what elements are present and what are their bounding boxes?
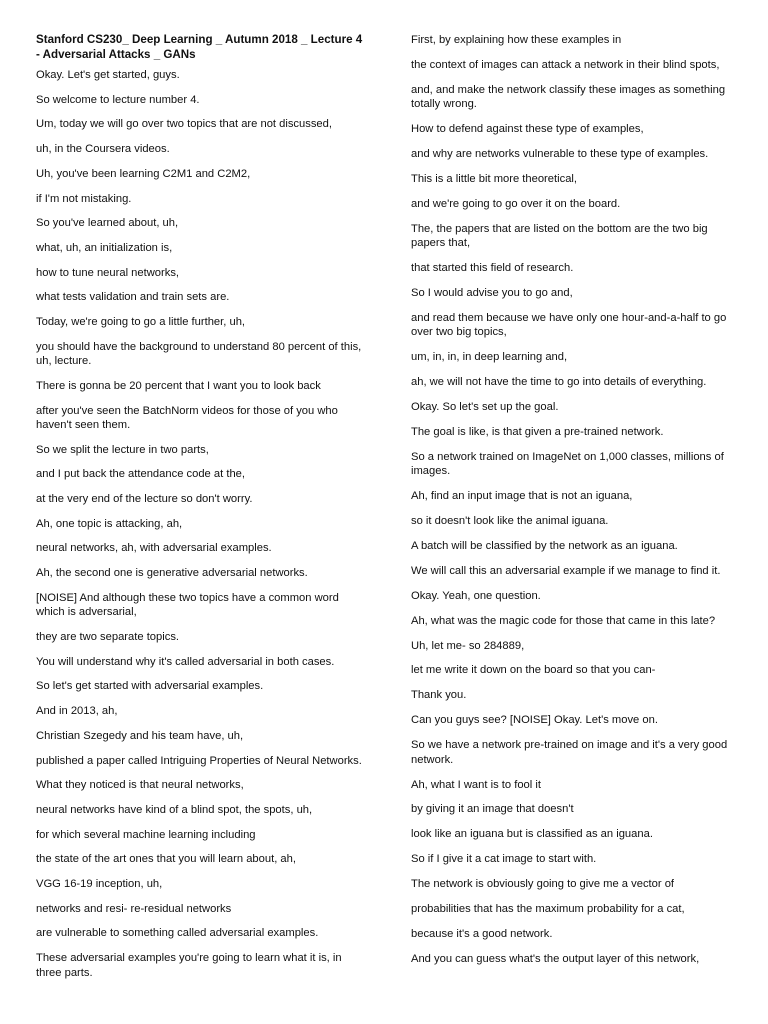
transcript-line: for which several machine learning including [36,828,256,841]
transcript-line: What they noticed is that neural networks, [36,779,244,792]
transcript-line: the state of the art ones that you will learn about, ah, [36,853,296,866]
transcript-line: what tests validation and train sets are. [36,291,230,304]
transcript-line: are vulnerable to something called adversarial examples. [36,927,319,940]
transcript-line: by giving it an image that doesn't [411,803,574,816]
transcript-line: Uh, you've been learning C2M1 and C2M2, [36,167,251,180]
transcript-line: and, and make the network classify these images as something totally wrong. [411,83,726,111]
left-column [36,33,366,990]
transcript-line: they are two separate topics. [36,630,180,643]
transcript-line: neural networks, ah, with adversarial examples. [36,542,272,555]
transcript-line: And in 2013, ah, [36,705,118,718]
transcript-line: what, uh, an initialization is, [36,241,173,254]
transcript-line: These adversarial examples you're going to learn what it is, in three parts. [36,952,342,979]
transcript-line: the context of images can attack a network in their blind spots, [411,58,720,71]
transcript-line: let me write it down on the board so that you can- [411,664,656,677]
transcript-line: and read them because we have only one hour-and-a-half to go over two big topics, [411,311,727,339]
transcript-line: So I would advise you to go and, [411,286,573,299]
transcript-line: probabilities that has the maximum probability for a cat, [411,903,685,916]
transcript-line: Uh, let me- so 284889, [411,639,525,652]
transcript-line: So a network trained on ImageNet on 1,000 classes, millions of images. [411,450,724,478]
transcript-line: that started this field of research. [411,262,574,275]
transcript-line: Today, we're going to go a little further, uh, [36,316,246,329]
transcript-line: The goal is like, is that given a pre-trained network. [411,425,664,438]
transcript-line: Can you guys see? [NOISE] Okay. Let's move on. [411,714,658,727]
document-title: Stanford CS230_ Deep Learning _ Autumn 2018 _ Lecture 4 - Adversarial Attacks _ GANs [36,33,363,61]
transcript-line: So welcome to lecture number 4. [36,93,200,106]
transcript-line: and we're going to go over it on the board. [411,197,621,210]
right-paragraph-list [411,33,741,966]
transcript-line: after you've seen the BatchNorm videos for those of you who haven't seen them. [36,404,338,431]
transcript-line: look like an iguana but is classified as an iguana. [411,828,653,841]
transcript-line: and I put back the attendance code at the, [36,468,245,481]
transcript-line: VGG 16-19 inception, uh, [36,878,163,891]
transcript-line: Okay. So let's set up the goal. [411,401,559,413]
transcript-line: you should have the background to understand 80 percent of this, uh, lecture. [36,340,362,368]
transcript-line: So we split the lecture in two parts, [36,443,209,456]
transcript-line: Ah, one topic is attacking, ah, [36,517,183,530]
transcript-line: ah, we will not have the time to go into details of everything. [411,376,707,389]
transcript-line: um, in, in, in deep learning and, [411,351,568,364]
transcript-line: So you've learned about, uh, [36,217,179,230]
transcript-line: How to defend against these type of examples, [411,123,644,136]
transcript-line: how to tune neural networks, [36,266,180,279]
transcript-line: Okay. Yeah, one question. [411,589,541,602]
transcript-line: [NOISE] And although these two topics have a common word which is adversarial, [36,591,339,619]
transcript-line: And you can guess what's the output layer of this network, [411,952,700,965]
left-paragraph-list [36,68,366,980]
transcript-line: Christian Szegedy and his team have, uh, [36,729,244,742]
transcript-line: A batch will be classified by the network as an iguana. [411,539,678,552]
transcript-line: The, the papers that are listed on the bottom are the two big papers that, [411,222,708,250]
transcript-line: Ah, what was the magic code for those that came in this late? [411,614,716,627]
transcript-line: This is a little bit more theoretical, [411,172,578,185]
transcript-line: You will understand why it's called adversarial in both cases. [36,655,335,668]
transcript-line: Thank you. [411,689,467,702]
transcript-line: so it doesn't look like the animal iguana. [411,515,609,528]
transcript-line: Ah, what I want is to fool it [411,778,541,791]
transcript-line: Ah, the second one is generative adversarial networks. [36,567,308,580]
transcript-line: published a paper called Intriguing Properties of Neural Networks. [36,754,362,767]
transcript-line: uh, in the Coursera videos. [36,143,170,156]
transcript-line: neural networks have kind of a blind spot, the spots, uh, [36,803,313,816]
transcript-line: at the very end of the lecture so don't worry. [36,493,253,506]
transcript-line: So let's get started with adversarial examples. [36,680,264,693]
transcript-line: The network is obviously going to give me a vector of [411,878,675,891]
transcript-line: Um, today we will go over two topics that are not discussed, [36,118,332,131]
transcript-line: Ah, find an input image that is not an iguana, [411,490,633,503]
transcript-line: First, by explaining how these examples in [411,34,622,46]
right-column [411,33,741,977]
transcript-line: Okay. Let's get started, guys. [36,69,180,81]
transcript-line: because it's a good network. [411,927,553,940]
transcript-line: if I'm not mistaking. [36,192,132,205]
transcript-line: So we have a network pre-trained on image and it's a very good network. [411,739,728,766]
transcript-line: We will call this an adversarial example if we manage to find it. [411,564,721,577]
transcript-line: So if I give it a cat image to start with. [411,853,597,866]
transcript-line: and why are networks vulnerable to these type of examples. [411,148,709,161]
transcript-line: There is gonna be 20 percent that I want you to look back [36,379,321,392]
transcript-line: networks and resi- re-residual networks [36,902,232,915]
